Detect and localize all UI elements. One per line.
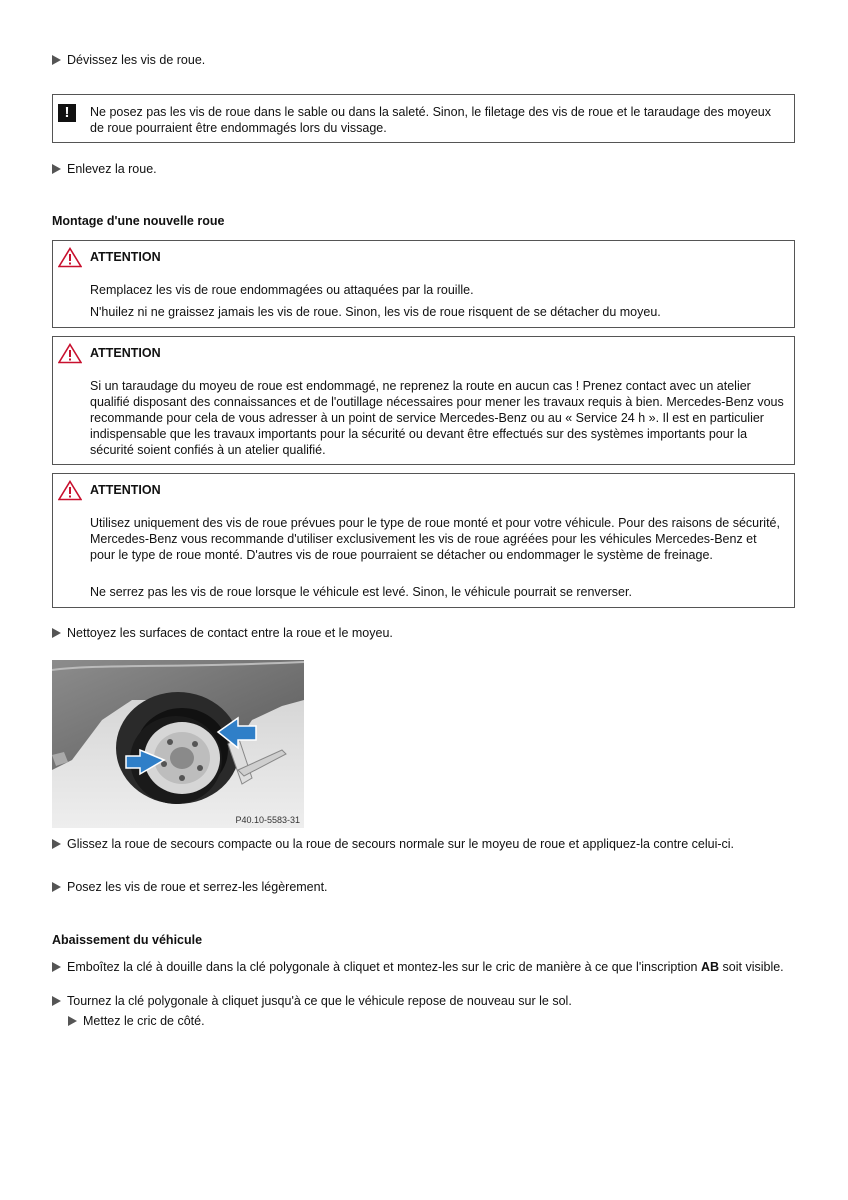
step-turn-ratchet: Tournez la clé polygonale à cliquet jusqu'à ce que le véhicule repose de nouveau sur le sol.	[52, 993, 792, 1009]
warning-label: ATTENTION	[90, 250, 161, 264]
wheel-illustration-drawing	[52, 660, 304, 828]
warning-text: Remplacez les vis de roue endommagées ou attaquées par la rouille.	[90, 283, 474, 297]
wheel-mounting-illustration	[52, 660, 304, 828]
step-remove-wheel: Enlevez la roue.	[52, 161, 792, 177]
warning-label: ATTENTION	[90, 483, 161, 497]
section-heading-mounting: Montage d'une nouvelle roue	[52, 214, 225, 228]
bullet-arrow-icon	[52, 164, 61, 174]
step-unscrew-bolts: Dévissez les vis de roue.	[52, 52, 792, 68]
step-slide-spare-wheel: Glissez la roue de secours compacte ou la roue de secours normale sur le moyeu de roue et appliquez-la contre celui-ci.	[52, 836, 792, 852]
warning-box-2	[52, 336, 795, 465]
warning-text: Ne serrez pas les vis de roue lorsque le véhicule est levé. Sinon, le véhicule pourrait se renverser.	[90, 585, 632, 599]
warning-text: Utilisez uniquement des vis de roue prévues pour le type de roue monté et pour votre véhicule. Pour des raisons de sécurité, Mercedes-Benz vous recommande d'utiliser exclusivement les vis de roue agréées pour les véhicules Mercedes-Benz et pour le type de roue monté. D'autres vis de roue pourraient se détacher ou endommager le système de freinage.	[90, 516, 780, 562]
warning-box-3	[52, 473, 795, 608]
notice-box	[52, 94, 795, 143]
bullet-arrow-icon	[52, 962, 61, 972]
warning-triangle-icon	[58, 247, 82, 268]
figure-code: P40.10-5583-31	[235, 815, 300, 825]
warning-text: N'huilez ni ne graissez jamais les vis de roue. Sinon, les vis de roue risquent de se détacher du moyeu.	[90, 305, 661, 319]
warning-triangle-icon	[58, 343, 82, 364]
step-insert-bolts: Posez les vis de roue et serrez-les légèrement.	[52, 879, 792, 895]
exclamation-icon: !	[58, 104, 76, 122]
warning-text: Si un taraudage du moyeu de roue est endommagé, ne reprenez la route en aucun cas ! Prenez contact avec un atelier qualifié disposant des connaissances et de l'outillage nécessaires pour mener les travaux requis à bien. Mercedes-Benz vous recommande pour cela de vous adresser à un point de service Mercedes-Benz ou au « Service 24 h ». Il est en particulier indispensable que les travaux importants pour la sécurité ou devant être effectués sur des systèmes importants pour la sécurité soient confiés à un atelier qualifié.	[90, 379, 784, 457]
warning-box-1	[52, 240, 795, 328]
substep-set-jack-aside: Mettez le cric de côté.	[68, 1013, 808, 1029]
bullet-arrow-icon	[52, 839, 61, 849]
warning-label: ATTENTION	[90, 346, 161, 360]
bullet-arrow-icon	[52, 996, 61, 1006]
step-clean-surfaces: Nettoyez les surfaces de contact entre la roue et le moyeu.	[52, 625, 792, 641]
bullet-arrow-icon	[68, 1016, 77, 1026]
bullet-arrow-icon	[52, 882, 61, 892]
step-fit-socket-wrench: Emboîtez la clé à douille dans la clé polygonale à cliquet et montez-les sur le cric de manière à ce que l'inscription AB soit visible.	[52, 959, 792, 975]
bullet-arrow-icon	[52, 628, 61, 638]
bullet-arrow-icon	[52, 55, 61, 65]
section-heading-lowering: Abaissement du véhicule	[52, 933, 203, 947]
notice-text: Ne posez pas les vis de roue dans le sable ou dans la saleté. Sinon, le filetage des vis de roue et le taraudage des moyeux de roue pourraient être endommagés lors du vissage.	[90, 105, 771, 135]
warning-triangle-icon	[58, 480, 82, 501]
